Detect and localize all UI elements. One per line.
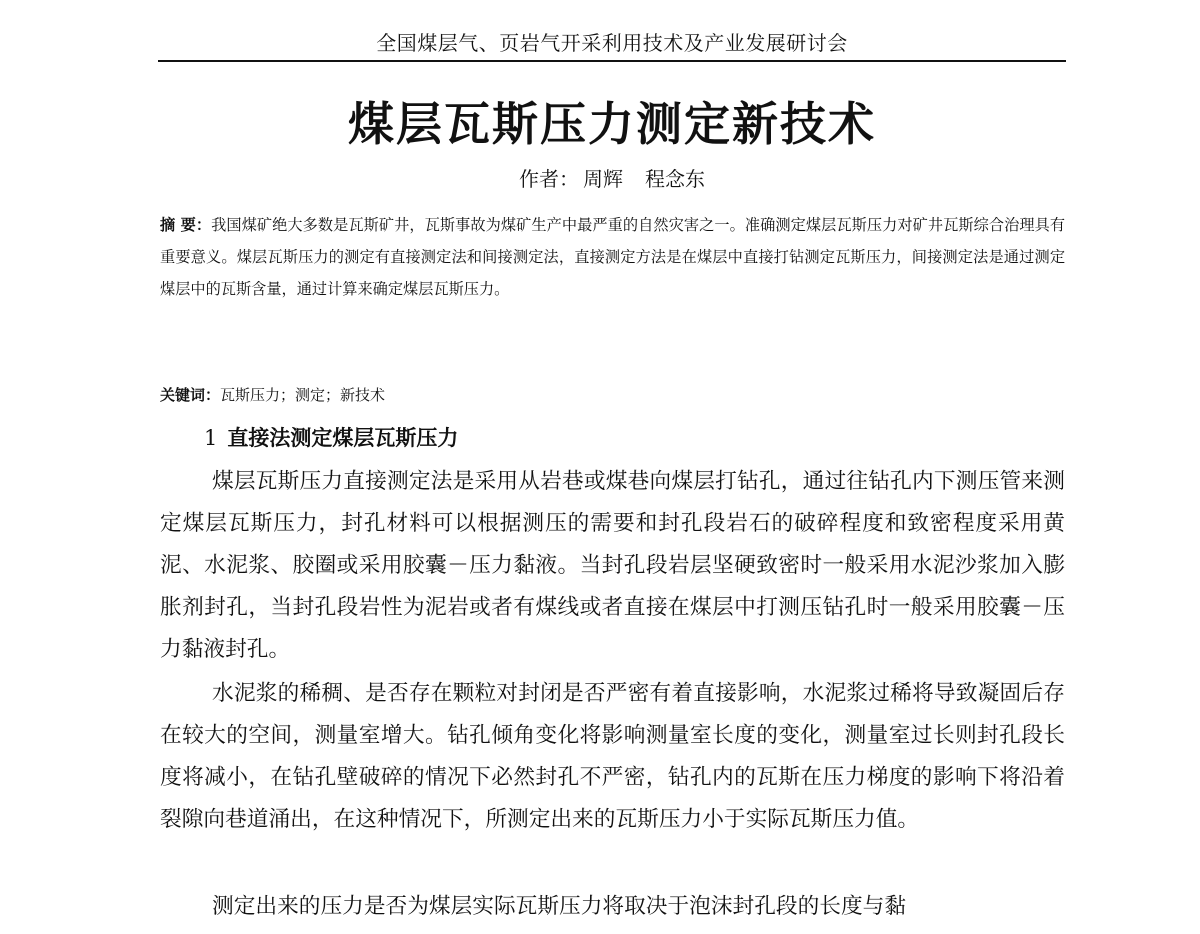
body-paragraph-2: 水泥浆的稀稠、是否存在颗粒对封闭是否严密有着直接影响，水泥浆过稀将导致凝固后存在较大的空间，测量室增大。钻孔倾角变化将影响测量室长度的变化，测量室过长则封孔段长度将减小，在钻孔壁破碎的情况下必然封孔不严密，钻孔内的瓦斯在压力梯度的影响下将沿着裂隙向巷道涌出，在这种情况下，所测定出来的瓦斯压力小于实际瓦斯压力值。 (160, 681, 1065, 832)
author-name-2: 程念东 (645, 167, 705, 191)
section-number: 1 (204, 426, 218, 450)
section-heading (204, 422, 458, 454)
keywords-text: 瓦斯压力；测定；新技术 (220, 386, 386, 404)
keywords (160, 382, 1065, 408)
abstract (160, 209, 1065, 305)
author-name-1: 周辉 (583, 167, 623, 191)
abstract-label: 摘 要： (160, 216, 212, 234)
authors-label: 作者： (519, 167, 579, 191)
running-header: 全国煤层气、页岩气开采利用技术及产业发展研讨会 (376, 31, 848, 55)
body-paragraph-1: 煤层瓦斯压力直接测定法是采用从岩巷或煤巷向煤层打钻孔，通过往钻孔内下测压管来测定煤层瓦斯压力，封孔材料可以根据测压的需要和封孔段岩石的破碎程度和致密程度采用黄泥、水泥浆、胶圈或采用胶囊－压力黏液。当封孔段岩层坚硬致密时一般采用水泥沙浆加入膨胀剂封孔，当封孔段岩性为泥岩或者有煤线或者直接在煤层中打测压钻孔时一般采用胶囊－压力黏液封孔。 (160, 469, 1065, 662)
keywords-label: 关键词： (160, 386, 221, 404)
header-rule (158, 60, 1066, 62)
body-paragraph-3: 测定出来的压力是否为煤层实际瓦斯压力将取决于泡沫封孔段的长度与黏 (212, 894, 907, 919)
abstract-text: 我国煤矿绝大多数是瓦斯矿井，瓦斯事故为煤矿生产中最严重的自然灾害之一。准确测定煤层瓦斯压力对矿井瓦斯综合治理具有重要意义。煤层瓦斯压力的测定有直接测定法和间接测定法，直接测定方法是在煤层中直接打钻测定瓦斯压力，间接测定法是通过测定煤层中的瓦斯含量，通过计算来确定煤层瓦斯压力。 (160, 216, 1066, 298)
paper-title: 煤层瓦斯压力测定新技术 (348, 97, 876, 151)
section-title: 直接法测定煤层瓦斯压力 (227, 425, 459, 450)
author-line (158, 166, 1066, 192)
